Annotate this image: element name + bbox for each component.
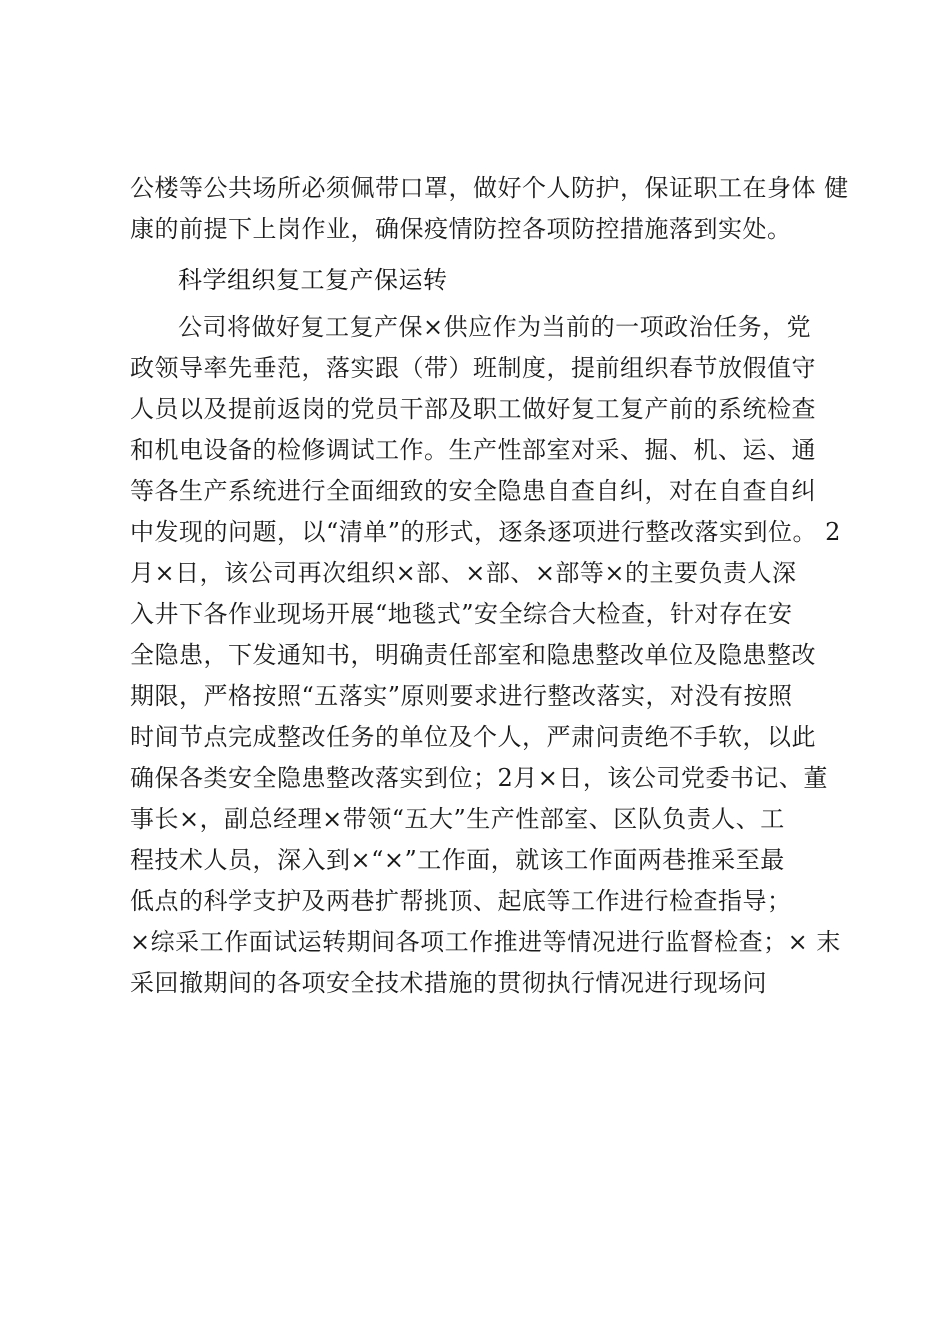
text-line: 期限，严格按照“五落实”原则要求进行整改落实，对没有按照 bbox=[130, 682, 793, 710]
text-line: 和机电设备的检修调试工作。生产性部室对采、掘、机、运、通 bbox=[130, 436, 816, 464]
document-body bbox=[130, 168, 849, 1004]
text-line: 人员以及提前返岗的党员干部及职工做好复工复产前的系统检查 bbox=[130, 395, 816, 423]
text-line: 采回撤期间的各项安全技术措施的贯彻执行情况进行现场问 bbox=[130, 969, 767, 997]
text-line: 政领导率先垂范，落实跟（带）班制度，提前组织春节放假值守 bbox=[130, 354, 816, 382]
section-heading: 科学组织复工复产保运转 bbox=[178, 266, 448, 294]
text-line: 公司将做好复工复产保×供应作为当前的一项政治任务，党 bbox=[178, 313, 812, 341]
text-line: 公楼等公共场所必须佩带口罩，做好个人防护，保证职工在身体 健 bbox=[130, 174, 849, 202]
paragraph-epidemic-protection bbox=[130, 168, 849, 250]
text-line: 低点的科学支护及两巷扩帮挑顶、起底等工作进行检查指导； bbox=[130, 887, 792, 915]
paragraph-resume-production bbox=[130, 307, 841, 1004]
text-line: 事长×，副总经理×带领“五大”生产性部室、区队负责人、工 bbox=[130, 805, 785, 833]
text-line: 全隐患，下发通知书，明确责任部室和隐患整改单位及隐患整改 bbox=[130, 641, 816, 669]
text-line: 月×日，该公司再次组织×部、×部、×部等×的主要负责人深 bbox=[130, 559, 797, 587]
text-line: 时间节点完成整改任务的单位及个人，严肃问责绝不手软，以此 bbox=[130, 723, 816, 751]
text-line: 确保各类安全隐患整改落实到位；2月×日，该公司党委书记、董 bbox=[130, 764, 828, 792]
text-line: 等各生产系统进行全面细致的安全隐患自查自纠，对在自查自纠 bbox=[130, 477, 816, 505]
text-line: 入井下各作业现场开展“地毯式”安全综合大检查，针对存在安 bbox=[130, 600, 793, 628]
text-line: 康的前提下上岗作业，确保疫情防控各项防控措施落到实处。 bbox=[130, 215, 792, 243]
text-line: 程技术人员，深入到×“×”工作面，就该工作面两巷推采至最 bbox=[130, 846, 785, 874]
text-line: 中发现的问题，以“清单”的形式，逐条逐项进行整改落实到位。 2 bbox=[130, 518, 841, 546]
text-line: ×综采工作面试运转期间各项工作推进等情况进行监督检查；× 末 bbox=[130, 928, 841, 956]
